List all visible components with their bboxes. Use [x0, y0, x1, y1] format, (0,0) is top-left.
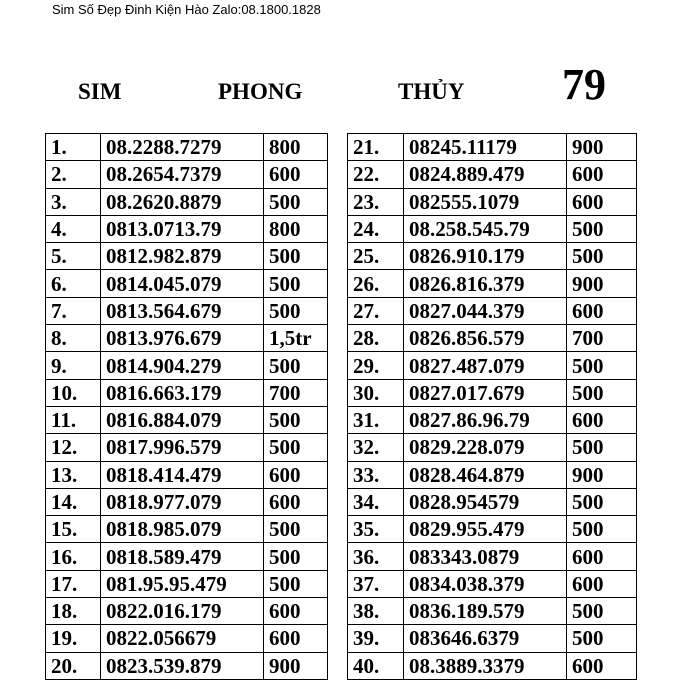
row-number: 21. [348, 134, 404, 161]
table-row [348, 297, 637, 324]
row-number: 32. [348, 434, 404, 461]
sim-number: 0829.228.079 [404, 434, 567, 461]
sim-number: 08.2620.8879 [101, 188, 264, 215]
sim-number: 083646.6379 [404, 625, 567, 652]
row-number: 37. [348, 570, 404, 597]
table-row [348, 215, 637, 242]
table-row [348, 543, 637, 570]
header-contact-line: Sim Số Đẹp Đinh Kiện Hào Zalo:08.1800.1828 [52, 2, 321, 17]
sim-number: 0827.487.079 [404, 352, 567, 379]
table-row [46, 297, 328, 324]
table-row [348, 161, 637, 188]
sim-price: 600 [567, 570, 637, 597]
table-row [348, 570, 637, 597]
table-row [46, 543, 328, 570]
sim-table-left [45, 133, 328, 680]
sim-price: 600 [567, 297, 637, 324]
sim-number: 0816.663.179 [101, 379, 264, 406]
sim-price: 600 [264, 488, 328, 515]
table-row [46, 270, 328, 297]
row-number: 39. [348, 625, 404, 652]
sim-number: 0826.856.579 [404, 325, 567, 352]
table-row [348, 652, 637, 679]
sim-price: 1,5tr [264, 325, 328, 352]
table-row [348, 134, 637, 161]
sim-price: 500 [264, 188, 328, 215]
row-number: 12. [46, 434, 101, 461]
sim-number: 0812.982.879 [101, 243, 264, 270]
sim-number: 0816.884.079 [101, 406, 264, 433]
sim-price: 500 [264, 243, 328, 270]
sim-price: 600 [567, 543, 637, 570]
row-number: 23. [348, 188, 404, 215]
sim-number: 0818.977.079 [101, 488, 264, 515]
sim-number: 0813.976.679 [101, 325, 264, 352]
table-row [46, 625, 328, 652]
sim-number: 0822.016.179 [101, 598, 264, 625]
sim-price: 600 [567, 188, 637, 215]
sim-price: 500 [567, 352, 637, 379]
row-number: 20. [46, 652, 101, 679]
table-row [46, 406, 328, 433]
row-number: 10. [46, 379, 101, 406]
table-row [348, 461, 637, 488]
sim-price: 500 [567, 215, 637, 242]
row-number: 19. [46, 625, 101, 652]
row-number: 26. [348, 270, 404, 297]
row-number: 4. [46, 215, 101, 242]
row-number: 18. [46, 598, 101, 625]
table-row [348, 625, 637, 652]
row-number: 27. [348, 297, 404, 324]
sim-number: 08.2288.7279 [101, 134, 264, 161]
sim-number: 0813.0713.79 [101, 215, 264, 242]
sim-price: 700 [264, 379, 328, 406]
table-row [348, 188, 637, 215]
row-number: 1. [46, 134, 101, 161]
sim-number: 0836.189.579 [404, 598, 567, 625]
sim-number: 083343.0879 [404, 543, 567, 570]
row-number: 30. [348, 379, 404, 406]
sim-number: 08.2654.7379 [101, 161, 264, 188]
sim-price: 500 [264, 570, 328, 597]
sim-price: 500 [264, 434, 328, 461]
row-number: 13. [46, 461, 101, 488]
sim-number: 0827.017.679 [404, 379, 567, 406]
sim-number: 081.95.95.479 [101, 570, 264, 597]
table-row [348, 516, 637, 543]
sim-price: 500 [567, 379, 637, 406]
row-number: 14. [46, 488, 101, 515]
row-number: 2. [46, 161, 101, 188]
sim-price: 900 [264, 652, 328, 679]
table-row [46, 188, 328, 215]
sim-number: 0829.955.479 [404, 516, 567, 543]
sim-number: 0828.464.879 [404, 461, 567, 488]
row-number: 35. [348, 516, 404, 543]
row-number: 36. [348, 543, 404, 570]
sim-price: 600 [264, 625, 328, 652]
table-row [348, 488, 637, 515]
row-number: 3. [46, 188, 101, 215]
row-number: 24. [348, 215, 404, 242]
sim-price: 900 [567, 270, 637, 297]
table-row [348, 406, 637, 433]
row-number: 16. [46, 543, 101, 570]
row-number: 17. [46, 570, 101, 597]
sim-price: 500 [567, 516, 637, 543]
row-number: 6. [46, 270, 101, 297]
sim-price: 800 [264, 215, 328, 242]
sim-number: 0827.044.379 [404, 297, 567, 324]
row-number: 9. [46, 352, 101, 379]
row-number: 7. [46, 297, 101, 324]
table-row [46, 434, 328, 461]
table-row [348, 379, 637, 406]
table-row [46, 598, 328, 625]
sim-number: 0824.889.479 [404, 161, 567, 188]
sim-price: 500 [567, 488, 637, 515]
table-row [46, 570, 328, 597]
row-number: 31. [348, 406, 404, 433]
row-number: 40. [348, 652, 404, 679]
sim-price: 500 [264, 270, 328, 297]
sim-number: 0814.904.279 [101, 352, 264, 379]
table-row [46, 352, 328, 379]
row-number: 8. [46, 325, 101, 352]
table-row [46, 134, 328, 161]
sim-price: 500 [567, 434, 637, 461]
sim-price: 900 [567, 134, 637, 161]
sim-table-right [347, 133, 637, 680]
sim-price: 500 [567, 243, 637, 270]
table-row [348, 243, 637, 270]
sim-number: 0823.539.879 [101, 652, 264, 679]
title-word-thuy: THỦY [398, 79, 465, 104]
table-row [46, 652, 328, 679]
title-word-phong: PHONG [218, 79, 303, 104]
table-row [46, 215, 328, 242]
sim-price: 500 [567, 598, 637, 625]
sim-price: 700 [567, 325, 637, 352]
row-number: 38. [348, 598, 404, 625]
sim-number: 0818.414.479 [101, 461, 264, 488]
row-number: 28. [348, 325, 404, 352]
row-number: 25. [348, 243, 404, 270]
row-number: 33. [348, 461, 404, 488]
table-row [348, 352, 637, 379]
table-row [46, 461, 328, 488]
sim-number: 08245.11179 [404, 134, 567, 161]
row-number: 29. [348, 352, 404, 379]
sim-price: 500 [264, 406, 328, 433]
sim-price: 500 [264, 543, 328, 570]
sim-number: 0814.045.079 [101, 270, 264, 297]
sim-price: 600 [567, 161, 637, 188]
sim-price: 500 [264, 352, 328, 379]
table-row [46, 325, 328, 352]
sim-number: 0822.056679 [101, 625, 264, 652]
sim-price: 600 [264, 598, 328, 625]
sim-price: 600 [567, 406, 637, 433]
sim-price: 600 [567, 652, 637, 679]
sim-price: 900 [567, 461, 637, 488]
sim-price: 500 [264, 297, 328, 324]
table-row [348, 270, 637, 297]
sim-price: 800 [264, 134, 328, 161]
sim-number: 0826.910.179 [404, 243, 567, 270]
sim-number: 0818.985.079 [101, 516, 264, 543]
row-number: 11. [46, 406, 101, 433]
table-row [348, 434, 637, 461]
sim-number: 0813.564.679 [101, 297, 264, 324]
row-number: 22. [348, 161, 404, 188]
sim-number: 082555.1079 [404, 188, 567, 215]
sim-price: 600 [264, 461, 328, 488]
sim-number: 0818.589.479 [101, 543, 264, 570]
sim-number: 08.3889.3379 [404, 652, 567, 679]
sim-number: 0826.816.379 [404, 270, 567, 297]
row-number: 5. [46, 243, 101, 270]
table-row [46, 488, 328, 515]
row-number: 34. [348, 488, 404, 515]
sim-price: 600 [264, 161, 328, 188]
sim-number: 0834.038.379 [404, 570, 567, 597]
table-row [348, 598, 637, 625]
sim-number: 0827.86.96.79 [404, 406, 567, 433]
table-row [348, 325, 637, 352]
row-number: 15. [46, 516, 101, 543]
sim-number: 0828.954579 [404, 488, 567, 515]
sim-price: 500 [567, 625, 637, 652]
sim-number: 08.258.545.79 [404, 215, 567, 242]
sim-price: 500 [264, 516, 328, 543]
sim-number: 0817.996.579 [101, 434, 264, 461]
table-row [46, 243, 328, 270]
title-number: 79 [562, 60, 606, 109]
table-row [46, 516, 328, 543]
table-row [46, 161, 328, 188]
table-row [46, 379, 328, 406]
title-word-sim: SIM [78, 79, 122, 104]
